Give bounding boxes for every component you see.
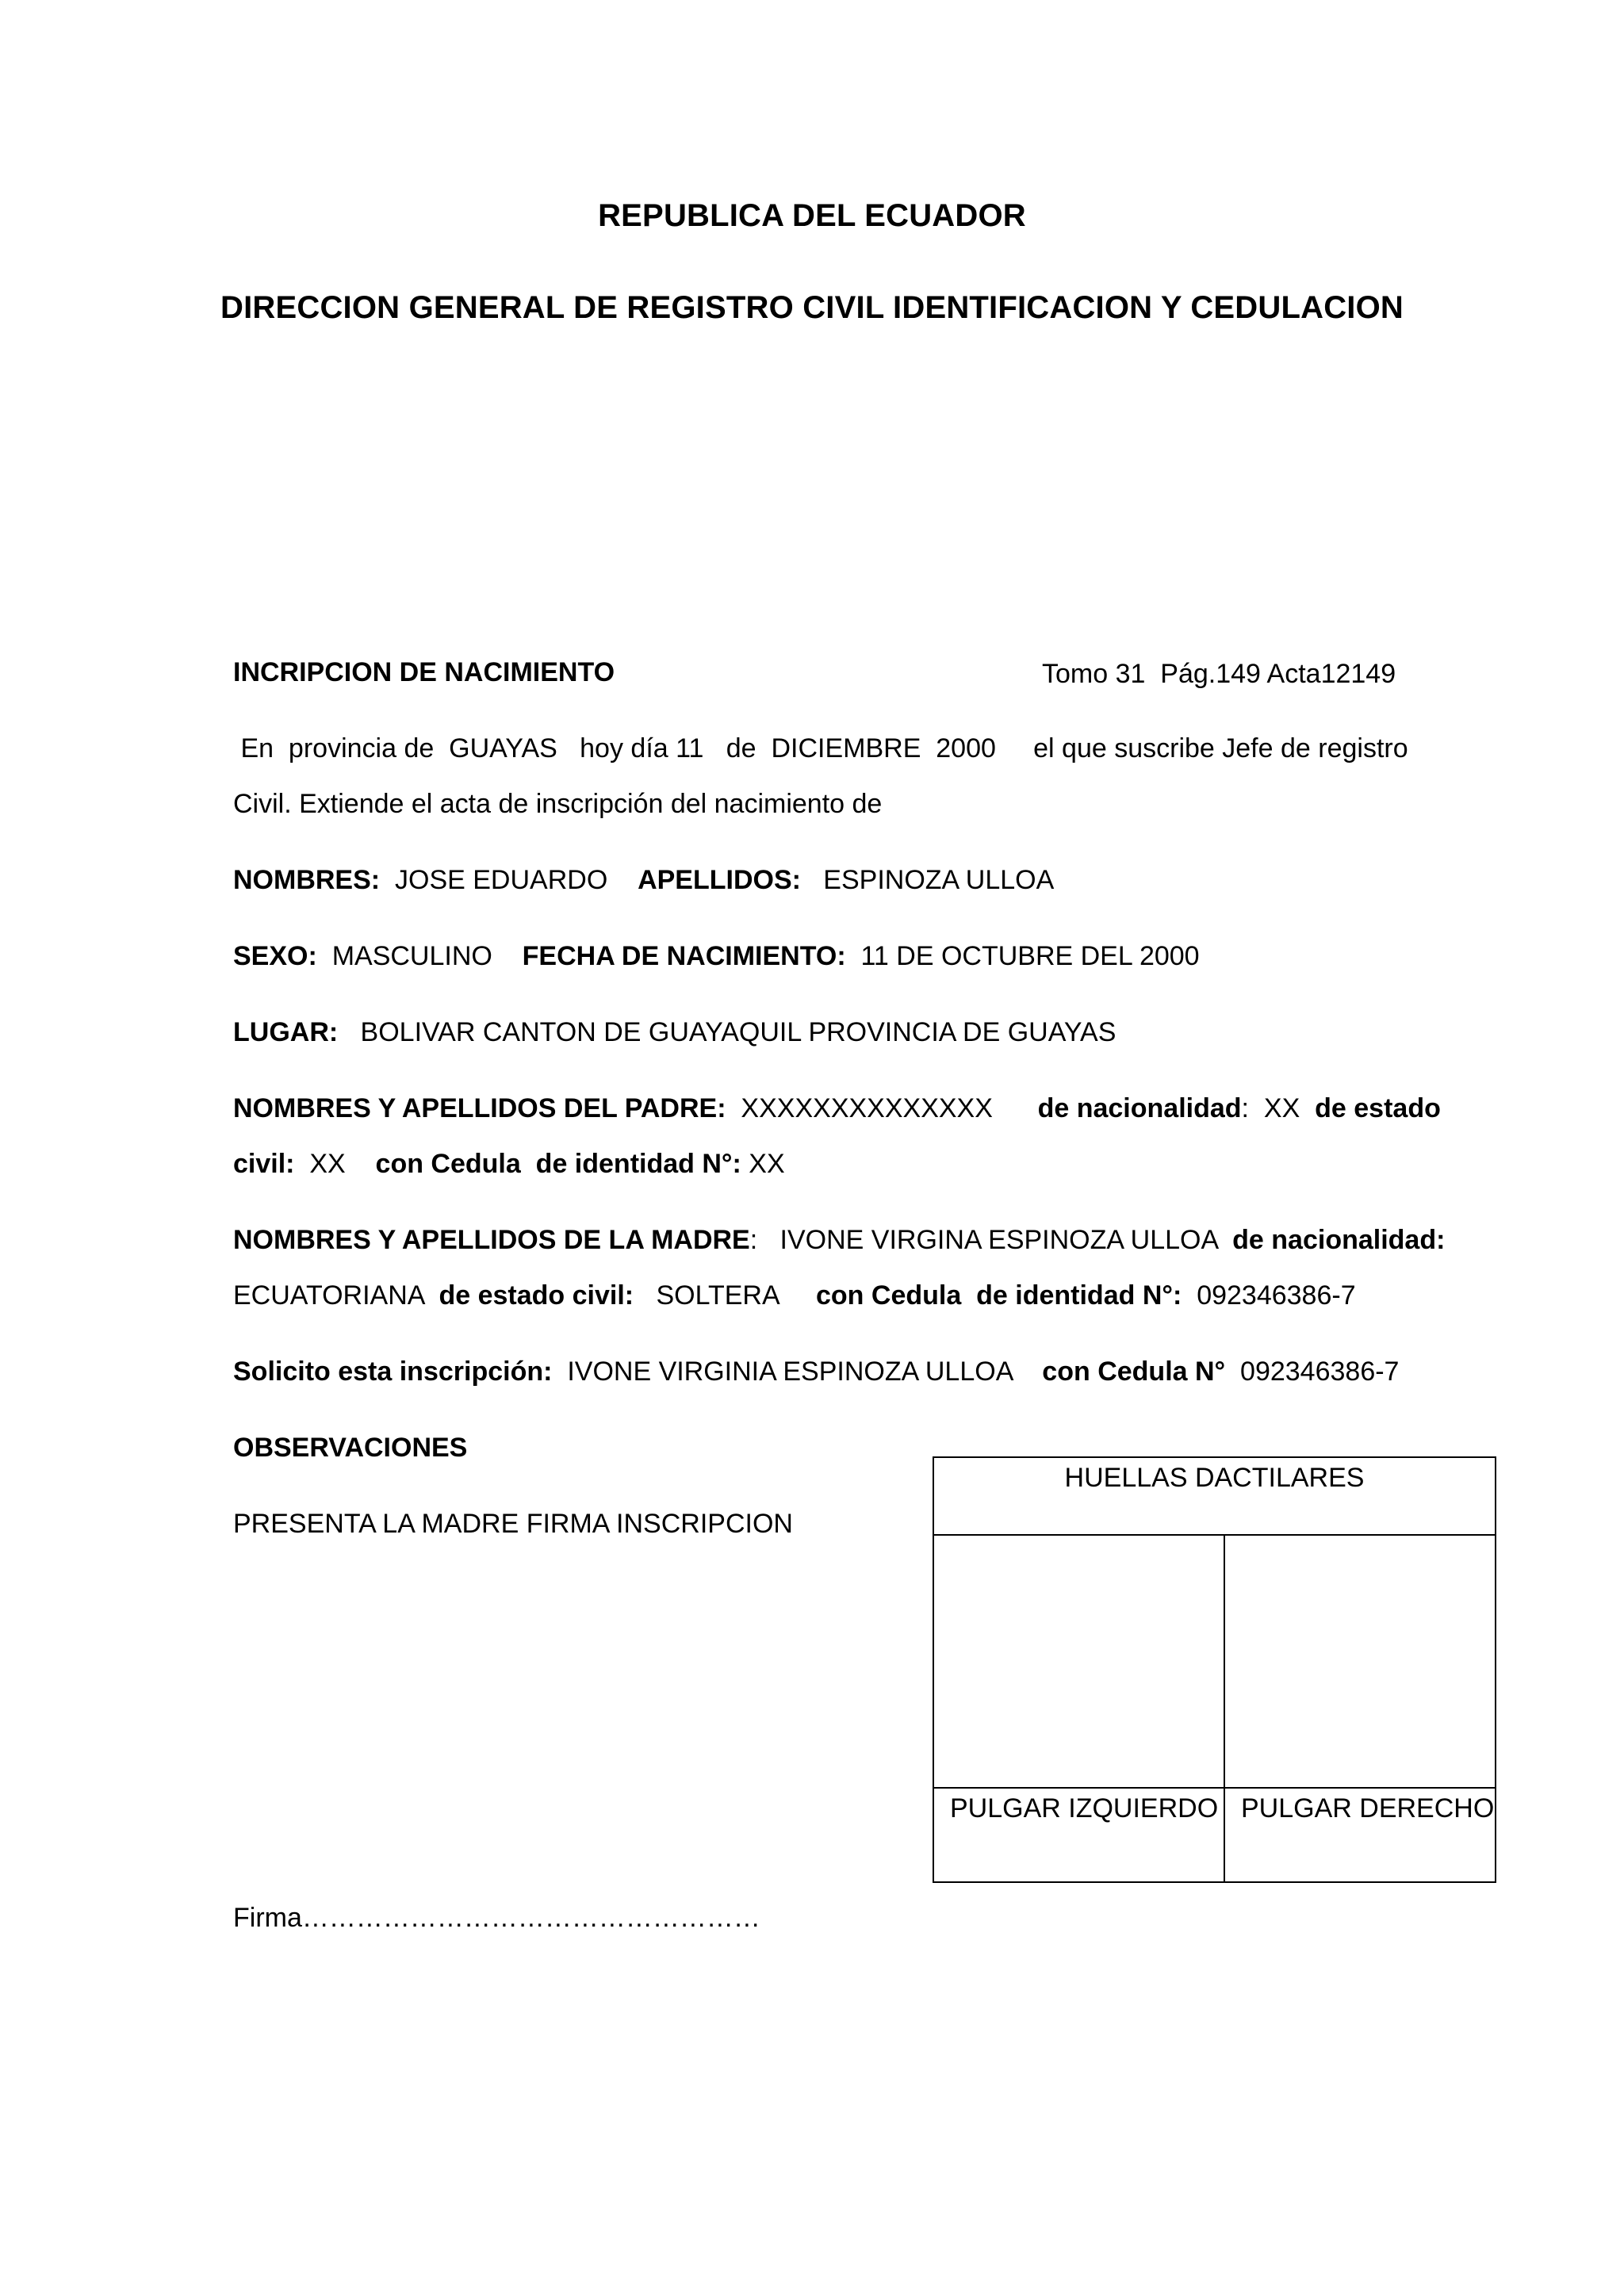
sex-value: MASCULINO: [316, 941, 523, 971]
record-reference: Tomo 31 Pág.149 Acta12149: [1042, 659, 1396, 689]
mother-civil-label: de estado civil:: [439, 1280, 634, 1311]
document-agency-title: DIRECCION GENERAL DE REGISTRO CIVIL IDENTIFICACION Y CEDULACION: [220, 290, 1404, 325]
requester-label: Solicito esta inscripción:: [233, 1357, 553, 1387]
requester-value: IVONE VIRGINIA ESPINOZA ULLOA: [552, 1357, 1043, 1387]
father-value: XXXXXXXXXXXXXX: [726, 1093, 1038, 1123]
requester-row: [233, 1358, 1399, 1385]
fingerprint-title: HUELLAS DACTILARES: [934, 1458, 1495, 1536]
left-thumb-cell: [934, 1536, 1225, 1883]
requester-id-value: 092346386-7: [1225, 1357, 1400, 1387]
surnames-label: APELLIDOS:: [638, 865, 801, 895]
signature-line: Firma……………………………………………: [233, 1903, 760, 1933]
father-nationality-label: de nacionalidad: [1037, 1093, 1242, 1123]
record-heading: INCRIPCION DE NACIMIENTO: [233, 657, 615, 687]
mother-value: : IVONE VIRGINA ESPINOZA ULLOA: [749, 1225, 1233, 1255]
mother-label: NOMBRES Y APELLIDOS DE LA MADRE: [233, 1225, 750, 1255]
intro-line-1: En provincia de GUAYAS hoy día 11 de DICIEMBRE 2000 el que suscribe Jefe de registro: [233, 733, 1408, 763]
left-thumb-label: PULGAR IZQUIERDO: [934, 1787, 1224, 1883]
birthdate-label: FECHA DE NACIMIENTO:: [522, 941, 846, 971]
requester-id-label: con Cedula N°: [1042, 1357, 1226, 1387]
mother-id-label: con Cedula de identidad N°:: [816, 1280, 1182, 1311]
names-row: [233, 867, 1054, 894]
mother-nationality-label: de nacionalidad:: [1232, 1225, 1446, 1255]
sex-label: SEXO:: [233, 941, 317, 971]
father-id-label: con Cedula de identidad N°:: [375, 1149, 741, 1179]
place-label: LUGAR:: [233, 1017, 339, 1047]
birthdate-value: 11 DE OCTUBRE DEL 2000: [845, 941, 1200, 971]
father-id-value: XX: [741, 1149, 785, 1179]
mother-id-value: 092346386-7: [1182, 1280, 1356, 1311]
names-value: JOSE EDUARDO: [380, 865, 638, 895]
sex-birthdate-row: [233, 943, 1200, 970]
mother-nationality-value: ECUATORIANA: [233, 1280, 439, 1311]
father-row-1: [233, 1095, 1441, 1122]
observations-value: PRESENTA LA MADRE FIRMA INSCRIPCION: [233, 1509, 793, 1539]
right-thumb-cell: [1225, 1536, 1495, 1883]
father-nationality-value: : XX: [1241, 1093, 1316, 1123]
fingerprint-box: [933, 1456, 1496, 1883]
place-value: BOLIVAR CANTON DE GUAYAQUIL PROVINCIA DE GUAYAS: [338, 1017, 1116, 1047]
father-row-2: [233, 1150, 785, 1177]
father-civil-label-b: civil:: [233, 1149, 295, 1179]
surnames-value: ESPINOZA ULLOA: [800, 865, 1055, 895]
right-thumb-label: PULGAR DERECHO: [1225, 1787, 1495, 1883]
mother-civil-value: SOLTERA: [634, 1280, 816, 1311]
observations-label: OBSERVACIONES: [233, 1433, 468, 1463]
mother-row-1: [233, 1226, 1445, 1253]
intro-line-2: Civil. Extiende el acta de inscripción del nacimiento de: [233, 789, 883, 819]
document-country-title: REPUBLICA DEL ECUADOR: [598, 198, 1026, 233]
father-civil-label-a: de estado: [1315, 1093, 1441, 1123]
mother-row-2: [233, 1282, 1356, 1309]
father-label: NOMBRES Y APELLIDOS DEL PADRE:: [233, 1093, 726, 1123]
father-civil-value: XX: [294, 1149, 376, 1179]
names-label: NOMBRES:: [233, 865, 381, 895]
place-row: [233, 1019, 1116, 1046]
